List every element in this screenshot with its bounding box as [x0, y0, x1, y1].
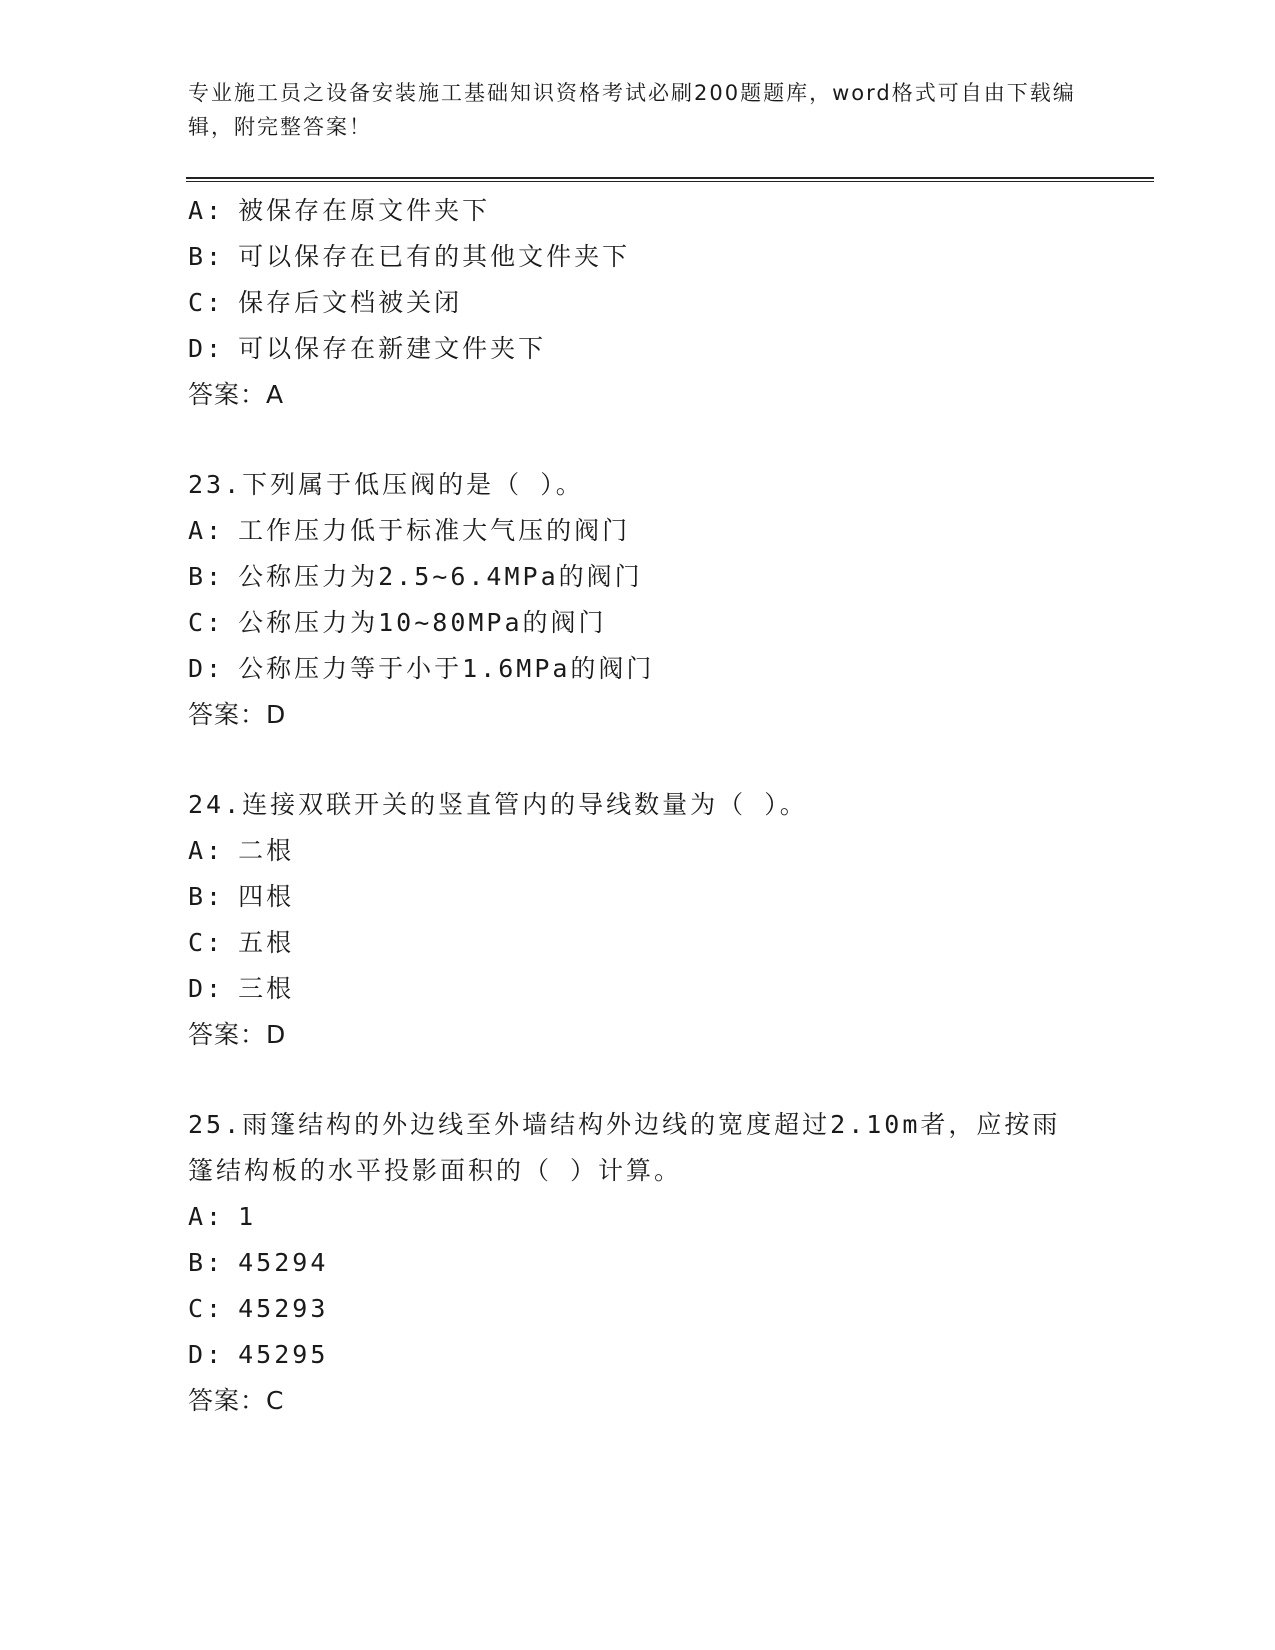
option-b: B: 四根	[188, 882, 295, 911]
question-23-block	[188, 462, 1088, 738]
option-a: A: 被保存在原文件夹下	[188, 196, 491, 225]
option-d: D: 三根	[188, 974, 295, 1003]
question-text: 23.下列属于低压阀的是（ ）。	[188, 470, 584, 499]
document-header	[188, 76, 1088, 144]
question-text: 24.连接双联开关的竖直管内的导线数量为（ ）。	[188, 790, 808, 819]
header-rule-thick	[186, 177, 1154, 179]
answer-label: 答案：D	[188, 700, 287, 729]
question-25-block	[188, 1102, 1088, 1424]
question-22-block	[188, 188, 1088, 418]
option-b: B: 45294	[188, 1248, 329, 1277]
option-a: A: 工作压力低于标准大气压的阀门	[188, 516, 631, 545]
option-c: C: 五根	[188, 928, 295, 957]
option-d: D: 可以保存在新建文件夹下	[188, 334, 547, 363]
option-c: C: 公称压力为10~80MPa的阀门	[188, 608, 607, 637]
option-d: D: 公称压力等于小于1.6MPa的阀门	[188, 654, 655, 683]
header-rule-thin	[186, 181, 1154, 182]
answer-label: 答案：A	[188, 380, 285, 409]
option-c: C: 45293	[188, 1294, 329, 1323]
question-24-block	[188, 782, 1088, 1058]
question-list	[188, 188, 1088, 1424]
option-a: A: 1	[188, 1202, 257, 1231]
answer-label: 答案：C	[188, 1386, 285, 1415]
option-b: B: 公称压力为2.5~6.4MPa的阀门	[188, 562, 643, 591]
document-title: 专业施工员之设备安装施工基础知识资格考试必刷200题题库，word格式可自由下载编辑，附完整答案！	[188, 81, 1076, 139]
answer-label: 答案：D	[188, 1020, 287, 1049]
option-c: C: 保存后文档被关闭	[188, 288, 463, 317]
option-a: A: 二根	[188, 836, 295, 865]
question-text: 25.雨篷结构的外边线至外墙结构外边线的宽度超过2.10m者，应按雨篷结构板的水平投影面积的（ ）计算。	[188, 1110, 1061, 1185]
option-d: D: 45295	[188, 1340, 329, 1369]
option-b: B: 可以保存在已有的其他文件夹下	[188, 242, 631, 271]
